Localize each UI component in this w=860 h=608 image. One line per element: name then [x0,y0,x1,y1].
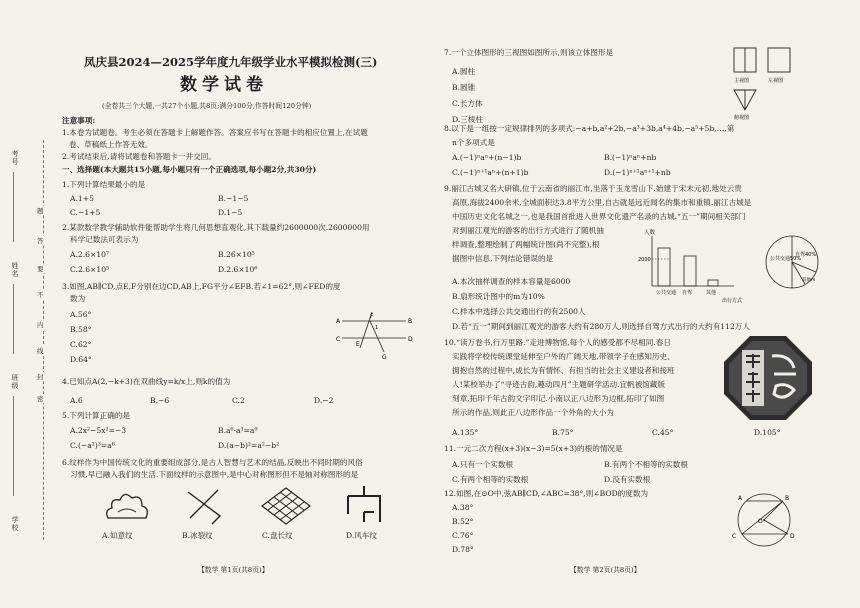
name-line [13,284,24,354]
bar-cat: 出行方式 [722,298,743,304]
q9-option: C.样本中选择公共交通出行的有2500人 [452,307,586,316]
travel-statistics-figure [638,226,834,308]
q2-option: B.26×10⁵ [218,250,255,259]
fig-label: D [408,336,413,343]
q10-option: A.135° [452,428,479,437]
panchang-pattern [260,486,312,526]
q12-option: C.76° [452,531,474,540]
q10-text: 10.“读万卷书,行万里路.”走进博物馆,每个人的感受都不尽相同.春日 [444,338,671,347]
exam-number-line [13,172,24,242]
bar-ylabel: 人数 [644,230,656,236]
q12-option: B.52° [452,517,474,526]
exam-info: (全卷共三个大题,一共27个小题,共8页;满分100分,作答时间120分钟) [102,102,312,110]
page-footer: 【数学 第1页(共8页)】 [198,566,269,574]
q11-stem: 11.一元二次方程(x+3)(x−3)=5(x+3)的根的情况是 [444,444,623,453]
fig-label: E [356,341,360,348]
q11-option: A.只有一个实数根 [452,460,514,469]
windmill-pattern [344,484,384,526]
bar-selfdrive [684,256,696,286]
view-label: 主视图 [734,78,750,84]
q10-text: 拥抱自然的过程中,成长为有情怀、有担当的社会主义建设者和接班 [452,366,675,375]
q1-option: B.−1−5 [218,194,249,203]
bar-cat: 公共交通 [656,290,677,296]
svg-text:D: D [790,533,795,540]
q6-option: D.风车纹 [346,531,378,540]
q7-option: C.长方体 [452,99,483,108]
q6-option: A.如意纹 [102,531,133,540]
q6-stem: 习惯,早已融入我们的生活.下面纹样的示意图中,是中心对称图形但不是轴对称图形的是 [70,470,359,479]
q9-text: 高原,海拔2400余米,全城面积达3.8平方公里,自古就是远近闻名的集市和重镇.丽江古城是 [452,198,752,207]
page-1 [62,0,432,608]
q6-option: C.盘长纹 [262,531,293,540]
pie-label: 公共交通50% [770,256,802,262]
q2-option: A.2.6×10⁷ [70,250,110,259]
three-view-figure [732,46,806,122]
q10-text: 人!某校举办了“寻迹古韵,趣动四月”主题研学活动.宜帆被馆藏版 [452,380,666,389]
note-line: 卷、草稿纸上作答无效。 [69,140,153,149]
q6-option: B.冰裂纹 [182,531,213,540]
q1-stem: 1.下列计算结果最小的是 [62,180,146,189]
q9-text: 据图中信息,下列结论错误的是 [452,254,554,263]
q10-text: 所示的作品,则此正八边形作品一个外角的大小为 [452,408,614,417]
q4-option: C.2 [232,396,245,405]
q9-text: 中国历史文化名城之一,也是我国首批进入世界文化遗产名录的古城.“五一”期间相关部门 [452,212,746,221]
parallel-lines-figure [334,308,414,360]
q3-option: C.62° [70,340,92,349]
page-footer: 【数学 第2页(共8页)】 [570,566,641,574]
q12-option: A.38° [452,503,474,512]
note-line: 1.本卷为试题卷。考生必须在答题卡上解题作答。答案应书写在答题卡的相应位置上,在试题 [62,128,368,137]
fig-label: B [408,318,413,325]
class-label: 班级 [11,374,19,390]
q4-stem: 4.已知点A(2,−k+3)在双曲线y=k/x上,则k的值为 [62,377,231,386]
seal-char: 题 [37,207,44,215]
q7-option: B.圆锥 [452,83,476,92]
school-label: 学校 [11,516,19,532]
class-line [13,396,24,496]
pie-label: 其他m [802,278,816,283]
svg-text:O: O [758,518,763,525]
q8-option: B.(−1)ⁿaⁿ+nb [604,153,657,162]
q1-option: D.1−5 [218,208,243,217]
q2-stem: 2.某款数学教学辅助软件能帮助学生将几何思想直观化,其下载量约2600000次.2600000用 [62,223,370,232]
svg-text:B: B [785,495,790,502]
fig-label: A [336,318,341,325]
fig-label: C [336,336,341,343]
q2-stem: 科学记数法可表示为 [70,235,139,244]
q2-option: D.2.6×10⁶ [218,265,258,274]
svg-text:A: A [738,495,743,502]
q10-text: 刻章,拓印千年古韵文字印记.小南以正八边形为边框,拓印了如图 [452,394,665,403]
q5-option: B.a⁶·a³=a⁹ [218,426,258,435]
seal-char: 密 [37,395,44,403]
bar-tick: 2000 [638,257,651,263]
q11-option: C.有两个相等的实数根 [452,475,529,484]
seal-char: 不 [37,291,44,299]
svg-text:C: C [732,533,737,540]
q9-option: A.本次抽样调查的样本容量是6000 [452,277,571,286]
q11-option: B.有两个不相等的实数根 [604,460,688,469]
q3-option: B.58° [70,325,92,334]
q12-stem: 12.如图,在⊙O中,弦AB∥CD,∠ABC=38°,则∠BOD的度数为 [444,489,649,498]
seal-char: 要 [37,265,44,273]
q6-stem: 6.纹样作为中国传统文化的重要组成部分,是古人智慧与艺术的结晶,反映出不同时期的风俗 [62,458,363,467]
seal-char: 答 [37,237,44,245]
bar-public [658,248,670,286]
ice-crack-pattern [184,486,224,526]
q3-option: A.56° [70,310,92,319]
notes-heading: 注意事项: [62,116,96,125]
view-label: 左视图 [768,78,784,84]
note-line: 2.考试结束后,请将试题卷和答题卡一并交回。 [62,152,216,161]
q4-option: A.6 [70,396,83,405]
q10-option: D.105° [754,428,781,437]
q4-option: B.−6 [150,396,170,405]
section-heading: 一、选择题(本大题共15小题,每小题只有一个正确选项,每小题2分,共30分) [62,165,317,174]
q3-option: D.64° [70,355,92,364]
fig-label: 1 [375,325,379,331]
seal-char: 线 [37,347,44,355]
page-2 [444,0,844,608]
q7-option: D.三棱柱 [452,115,484,124]
q3-stem: 数为 [70,294,86,303]
q5-option: A.2x²−5x²=−3 [70,426,127,435]
q5-option: C.(−a²)³=a⁶ [70,441,115,450]
q7-option: A.圆柱 [452,67,476,76]
pie-label: 自驾40% [795,252,817,258]
bar-cat: 其他 [706,290,717,296]
q9-text: 对到丽江观光的游客的出行方式进行了随机抽 [452,226,604,235]
exam-title: 凤庆县2024—2025学年度九年级学业水平模拟检测(三) [84,55,378,69]
bar-cat: 自驾 [682,290,693,296]
seal-char: 封 [37,373,44,381]
circle-chord-figure [720,488,800,550]
q12-option: D.78° [452,545,474,554]
view-label: 俯视图 [734,115,750,121]
q5-stem: 5.下列计算正确的是 [62,411,130,420]
exam-number-label: 考号 [11,150,19,166]
q8-stem: 8.以下是一组按一定规律排列的多项式:−a+b,a²+2b,−a³+3b,a⁴+4b,−a⁵+5b,…,第 [444,124,735,133]
q8-stem: n个多项式是 [452,138,495,147]
q3-stem: 3.如图,AB∥CD,点E,F分别在边CD,AB上,FG平分∠EFB.若∠1=62°,则∠FED的度 [62,282,341,291]
octagon-rubbing-image [722,334,814,422]
q1-option: C.−1+5 [70,208,101,217]
fig-label: F [370,313,374,320]
bar-other [708,280,718,286]
ruyi-pattern [102,488,152,524]
q9-text: 9.丽江古城又名大研镇,位于云南省的丽江市,坐落于玉龙雪山下.始建于宋末元初,地处云贵 [444,184,742,193]
q4-option: D.−2 [314,396,334,405]
seal-char: 内 [37,321,44,329]
q9-option: B.扇形统计图中的m为10% [452,292,545,301]
name-label: 姓名 [11,262,19,278]
q8-option: C.(−1)ⁿ⁺¹aⁿ+(n+1)b [452,168,529,177]
q8-option: D.(−1)ⁿ⁺¹aⁿ⁺¹+nb [604,168,671,177]
q9-text: 样调查,整理绘制了两幅统计图(尚不完整),根 [452,240,600,249]
fig-label: G [382,354,387,361]
seal-line [43,140,44,540]
q1-option: A.1+5 [70,194,94,203]
q9-option: D.若“五一”期间到丽江观光的游客大约有280万人,则选择自驾方式出行的大约有112万人 [452,322,750,331]
q10-option: B.75° [552,428,574,437]
q8-option: A.(−1)ⁿaⁿ+(n−1)b [452,153,522,162]
subject-title: 数学试卷 [180,75,268,95]
q11-option: D.没有实数根 [604,475,651,484]
q7-stem: 7.一个立体图形的三视图如图所示,则该立体图形是 [444,48,614,57]
q10-option: C.45° [652,428,674,437]
q5-option: D.(a−b)²=a²−b² [218,441,280,450]
q2-option: C.2.6×10⁵ [70,265,110,274]
q10-text: 实践将学校传统课堂延伸至户外的广阔天地,带领学子在感知历史、 [452,352,675,361]
